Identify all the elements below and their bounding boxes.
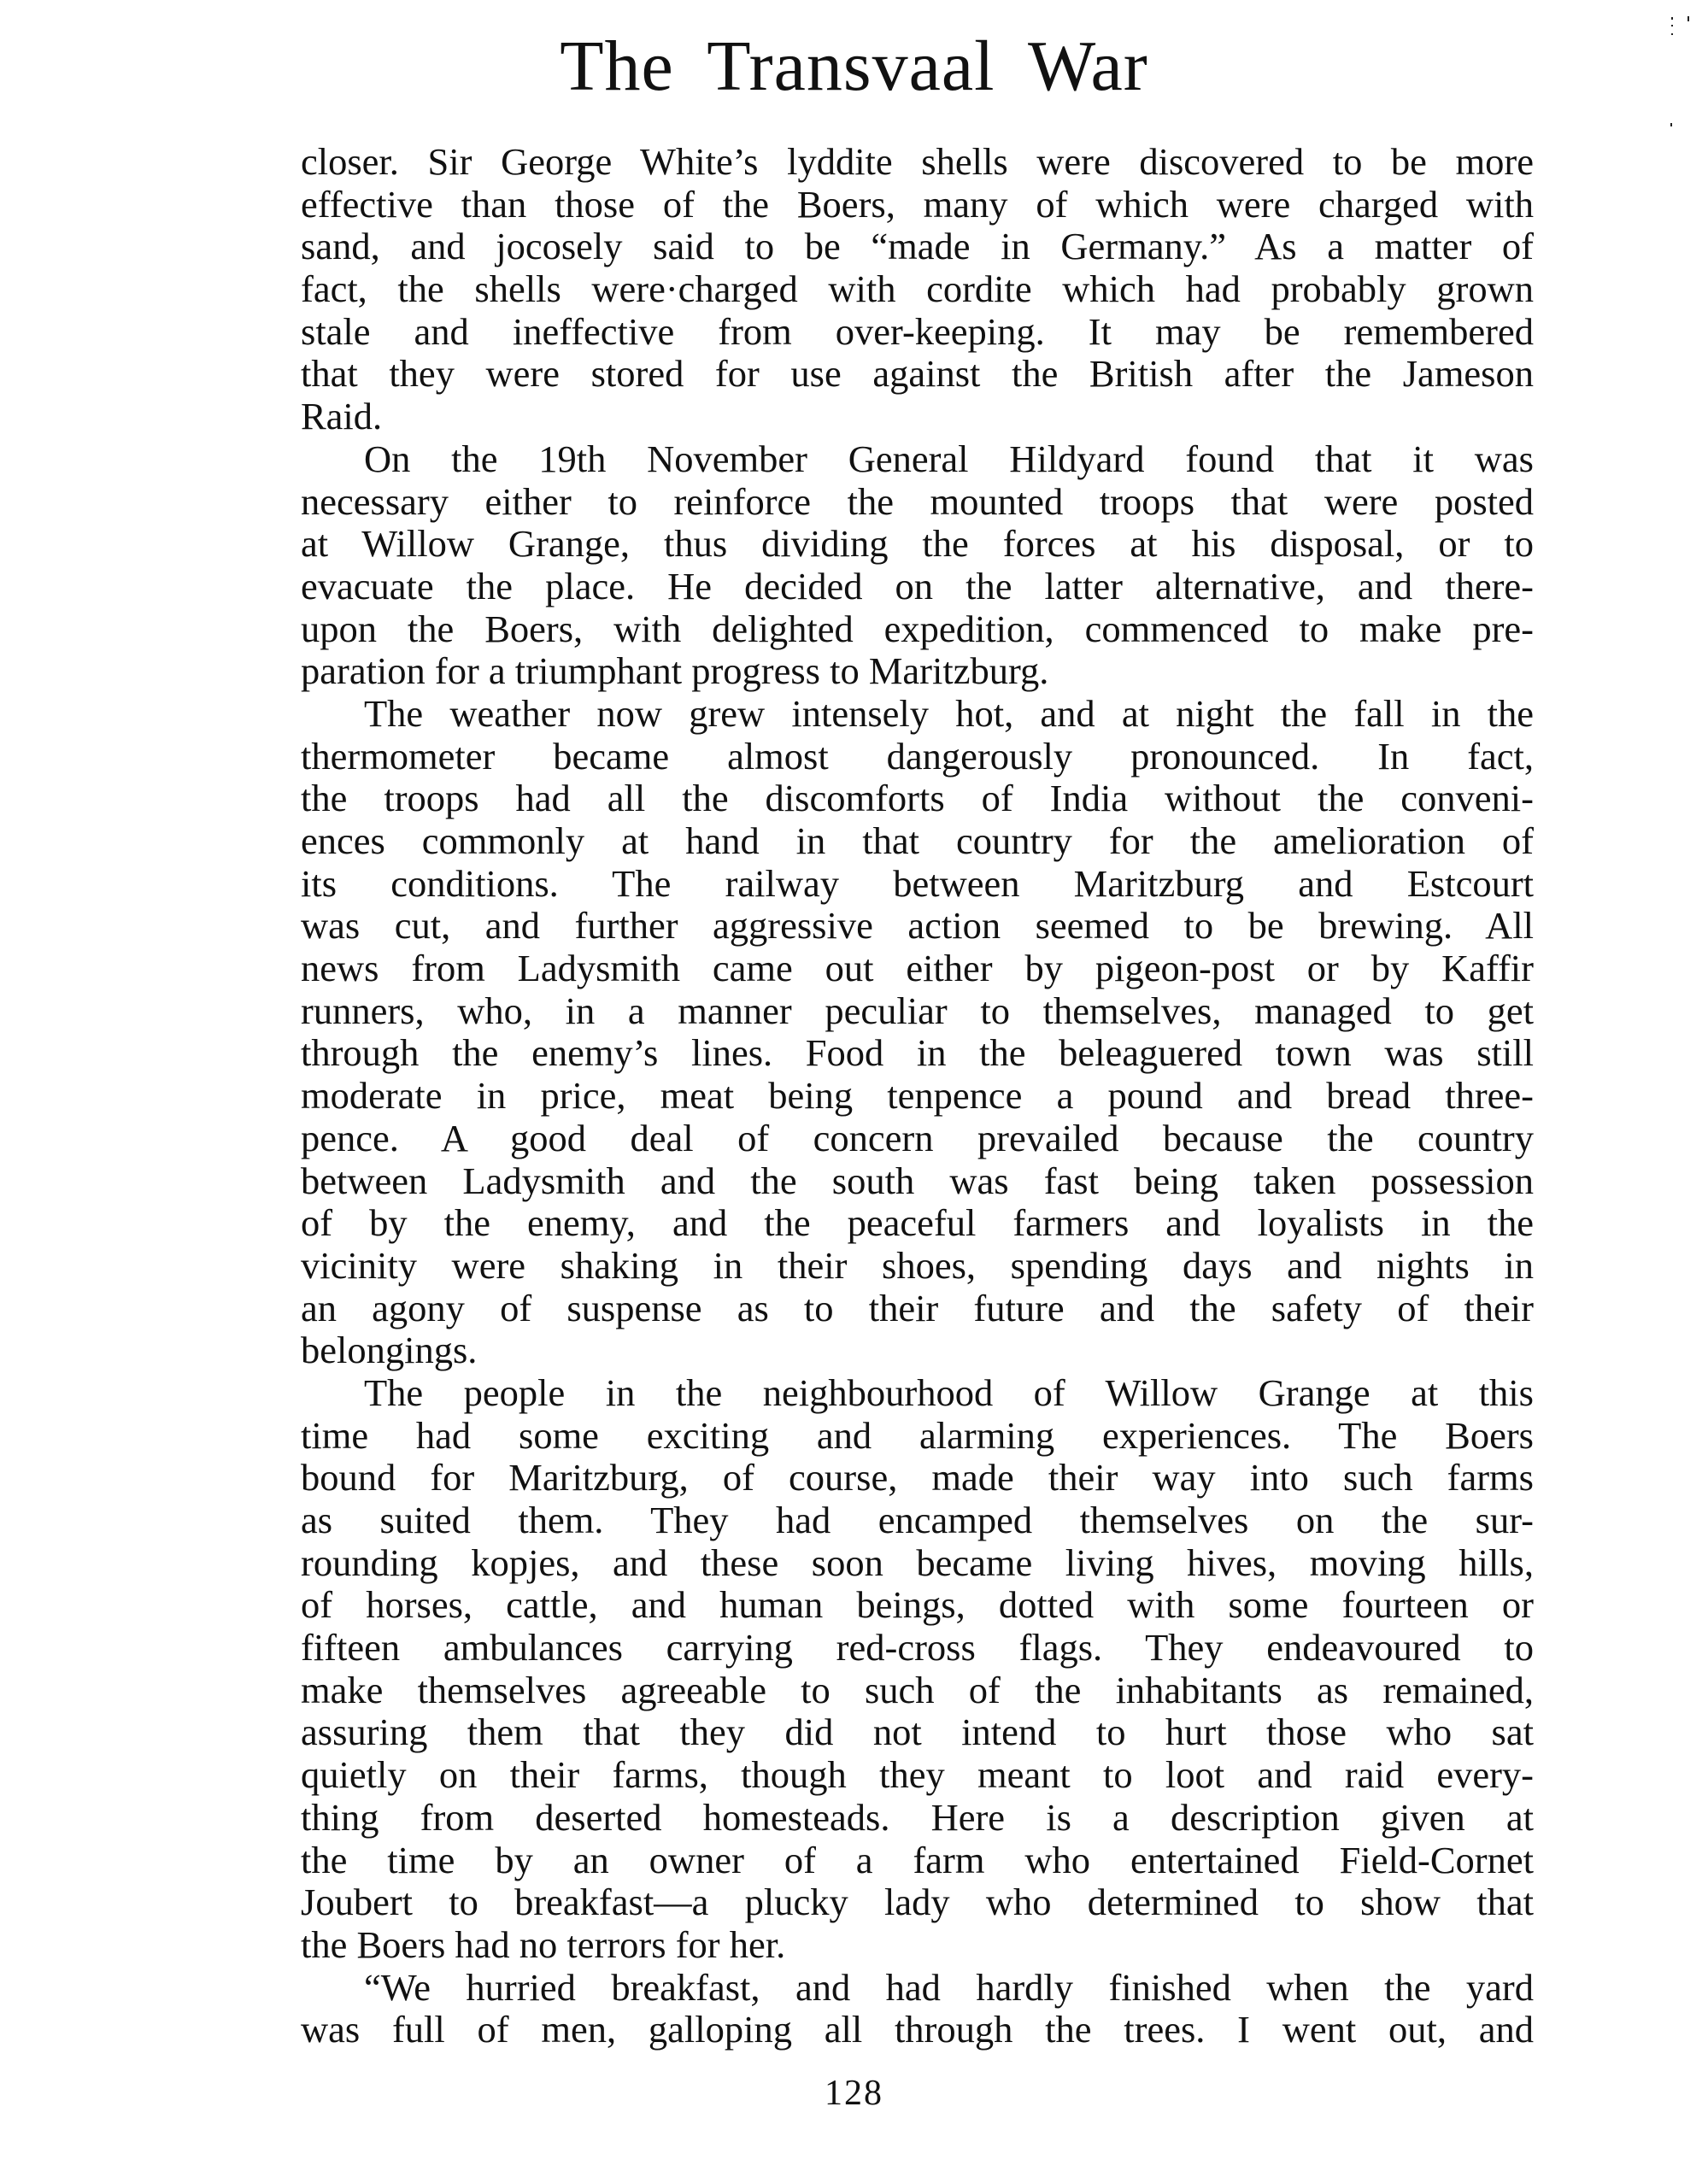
text-line: runners, who, in a manner peculiar to themselves, managed to get xyxy=(301,989,1534,1032)
text-line: Raid. xyxy=(301,395,383,438)
text-line: bound for Maritzburg, of course, made their way into such farms xyxy=(301,1456,1534,1499)
text-line: On the 19th November General Hildyard found that it was xyxy=(364,437,1534,480)
text-line: belongings. xyxy=(301,1329,478,1372)
text-line: paration for a triumphant progress to Maritzburg. xyxy=(301,649,1049,693)
text-line: as suited them. They had encamped themselves on the sur- xyxy=(301,1499,1534,1541)
text-line: the time by an owner of a farm who entertained Field-Cornet xyxy=(301,1838,1534,1881)
text-line: the troops had all the discomforts of India without the conveni- xyxy=(301,777,1534,820)
scan-speck xyxy=(1670,123,1672,126)
text-line: was cut, and further aggressive action seemed to be brewing. All xyxy=(301,904,1534,948)
paragraph xyxy=(301,438,1534,693)
text-line: closer. Sir George White’s lyddite shells were discovered to be more xyxy=(301,140,1534,183)
text-line: fact, the shells were·charged with cordite which had probably grown xyxy=(301,267,1534,311)
text-line: at Willow Grange, thus dividing the forces at his disposal, or to xyxy=(301,522,1534,566)
text-line: The people in the neighbourhood of Willow Grange at this xyxy=(364,1370,1534,1414)
text-line: rounding kopjes, and these soon became living hives, moving hills, xyxy=(301,1540,1534,1584)
text-line: thermometer became almost dangerously pronounced. In fact, xyxy=(301,734,1534,778)
text-line: thing from deserted homesteads. Here is a description given at xyxy=(301,1795,1534,1839)
running-title: The Transvaal War xyxy=(560,26,1148,106)
text-line: ences commonly at hand in that country for the amelioration of xyxy=(301,819,1534,862)
text-line: sand, and jocosely said to be “made in Germany.” As a matter of xyxy=(301,225,1534,268)
text-line: was full of men, galloping all through the trees. I went out, and xyxy=(301,2008,1534,2051)
text-line: between Ladysmith and the south was fast being taken possession xyxy=(301,1159,1534,1202)
text-line: assuring them that they did not intend to hurt those who sat xyxy=(301,1711,1534,1754)
text-line: upon the Boers, with delighted expedition, commenced to make pre- xyxy=(301,607,1534,650)
text-line: its conditions. The railway between Maritzburg and Estcourt xyxy=(301,861,1534,905)
text-line: quietly on their farms, though they meant to loot and raid every- xyxy=(301,1753,1534,1797)
body-text xyxy=(301,141,1534,2051)
paragraph xyxy=(301,1967,1534,2051)
scan-speck xyxy=(1687,16,1689,21)
text-line: The weather now grew intensely hot, and at night the fall in the xyxy=(364,691,1534,735)
paragraph xyxy=(301,141,1534,438)
text-line: necessary either to reinforce the mounted troops that were posted xyxy=(301,479,1534,523)
text-line: that they were stored for use against the British after the Jameson xyxy=(301,352,1534,396)
text-line: fifteen ambulances carrying red-cross flags. They endeavoured to xyxy=(301,1626,1534,1670)
text-line: stale and ineffective from over-keeping. It may be remembered xyxy=(301,309,1534,353)
text-line: through the enemy’s lines. Food in the beleaguered town was still xyxy=(301,1031,1534,1075)
text-line: moderate in price, meat being tenpence a pound and bread three- xyxy=(301,1074,1534,1118)
text-line: make themselves agreeable to such of the inhabitants as remained, xyxy=(301,1668,1534,1711)
text-line: time had some exciting and alarming experiences. The Boers xyxy=(301,1413,1534,1457)
text-line: “We hurried breakfast, and had hardly finished when the yard xyxy=(364,1965,1534,2009)
scan-speck xyxy=(1671,25,1673,26)
text-line: an agony of suspense as to their future and the safety of their xyxy=(301,1286,1534,1329)
text-line: of horses, cattle, and human beings, dotted with some fourteen or xyxy=(301,1583,1534,1627)
paragraph xyxy=(301,693,1534,1372)
text-line: evacuate the place. He decided on the latter alternative, and there- xyxy=(301,564,1534,607)
text-line: Joubert to breakfast—a plucky lady who determined to show that xyxy=(301,1881,1534,1924)
text-line: vicinity were shaking in their shoes, spending days and nights in xyxy=(301,1243,1534,1287)
text-line: effective than those of the Boers, many of which were charged with xyxy=(301,182,1534,226)
text-line: news from Ladysmith came out either by pigeon-post or by Kaffir xyxy=(301,947,1534,990)
paragraph xyxy=(301,1372,1534,1967)
text-line: pence. A good deal of concern prevailed because the country xyxy=(301,1116,1534,1159)
text-line: the Boers had no terrors for her. xyxy=(301,1922,786,1966)
scan-speck xyxy=(1671,17,1673,20)
scan-speck xyxy=(1671,33,1673,35)
page-number: 128 xyxy=(825,2074,883,2113)
text-line: of by the enemy, and the peaceful farmers and loyalists in the xyxy=(301,1201,1534,1245)
